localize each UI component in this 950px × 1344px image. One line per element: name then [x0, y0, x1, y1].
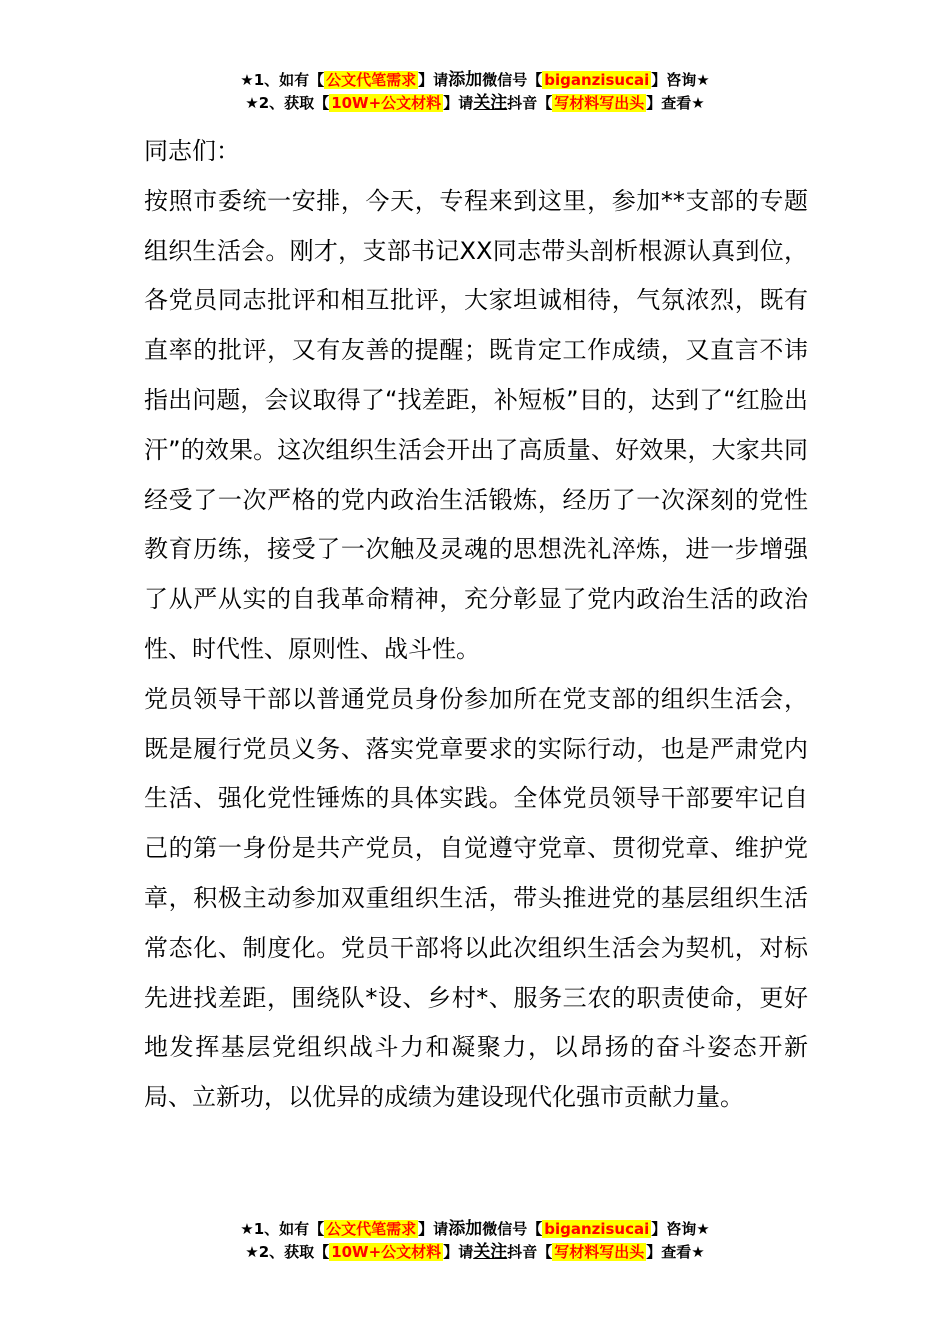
footer-line-1-suffix: 】咨询★ — [651, 1220, 710, 1238]
footer-line-1-highlight-service: 公文代笔需求 — [326, 1220, 417, 1238]
footer-banner — [0, 1218, 950, 1264]
header-line-2-highlight-materials: 10W+公文材料 — [331, 94, 442, 112]
header-line-2 — [0, 92, 950, 115]
paragraph-2: 党员领导干部以普通党员身份参加所在党支部的组织生活会，既是履行党员义务、落实党章要求的实际行动，也是严肃党内生活、强化党性锤炼的具体实践。全体党员领导干部要牢记自己的第一身份是共产党员，自觉遵守党章、贯彻党章、维护党章，积极主动参加双重组织生活，带头推进党的基层组织生活常态化、制度化。党员干部将以此次组织生活会为契机，对标先进找差距，围绕队*设、乡村*、服务三农的职责使命，更好地发挥基层党组织战斗力和凝聚力，以昂扬的奋斗姿态开新局、立新功，以优异的成绩为建设现代化强市贡献力量。 — [144, 684, 808, 1112]
footer-line-1-prefix: ★1、如有【 — [240, 1220, 325, 1238]
header-line-2-prefix: ★2、获取【 — [245, 94, 330, 112]
header-line-1-highlight-wechat: biganzisucai — [544, 71, 650, 89]
header-line-2-highlight-douyin: 写材料写出头 — [554, 94, 645, 112]
header-line-1-prefix: ★1、如有【 — [240, 71, 325, 89]
header-line-2-mid2: 抖音【 — [507, 94, 553, 112]
footer-line-2-prefix: ★2、获取【 — [245, 1243, 330, 1261]
header-line-2-suffix: 】查看★ — [646, 94, 705, 112]
header-line-2-emphasis: 关注 — [473, 93, 508, 113]
header-line-1-mid: 】请 — [418, 71, 449, 89]
footer-line-2 — [0, 1241, 950, 1264]
footer-line-1-emphasis: 添加 — [448, 1219, 483, 1239]
footer-line-2-emphasis: 关注 — [473, 1242, 508, 1262]
footer-line-2-highlight-douyin: 写材料写出头 — [554, 1243, 645, 1261]
footer-line-1-highlight-wechat: biganzisucai — [544, 1220, 650, 1238]
footer-line-2-suffix: 】查看★ — [646, 1243, 705, 1261]
footer-line-1-mid2: 微信号【 — [482, 1220, 543, 1238]
header-line-1 — [0, 69, 950, 92]
footer-line-2-highlight-materials: 10W+公文材料 — [331, 1243, 442, 1261]
footer-line-1 — [0, 1218, 950, 1241]
footer-line-2-mid2: 抖音【 — [507, 1243, 553, 1261]
footer-line-1-mid: 】请 — [418, 1220, 449, 1238]
header-line-1-emphasis: 添加 — [448, 70, 483, 90]
greeting: 同志们： — [144, 137, 240, 165]
header-line-2-mid: 】请 — [443, 94, 474, 112]
paragraph-1: 按照市委统一安排，今天，专程来到这里，参加**支部的专题组织生活会。刚才，支部书记XX同志带头剖析根源认真到位，各党员同志批评和相互批评，大家坦诚相待，气氛浓烈，既有直率的批评，又有友善的提醒；既肯定工作成绩，又直言不讳指出问题，会议取得了“找差距，补短板”目的，达到了“红脸出汗”的效果。这次组织生活会开出了高质量、好效果，大家共同经受了一次严格的党内政治生活锻炼，经历了一次深刻的党性教育历练，接受了一次触及灵魂的思想洗礼淬炼，进一步增强了从严从实的自我革命精神，充分彰显了党内政治生活的政治性、时代性、原则性、战斗性。 — [144, 186, 808, 663]
header-line-1-highlight-service: 公文代笔需求 — [326, 71, 417, 89]
footer-line-2-mid: 】请 — [443, 1243, 474, 1261]
header-banner — [0, 69, 950, 115]
document-body — [144, 127, 808, 1123]
header-line-1-mid2: 微信号【 — [482, 71, 543, 89]
header-line-1-suffix: 】咨询★ — [651, 71, 710, 89]
